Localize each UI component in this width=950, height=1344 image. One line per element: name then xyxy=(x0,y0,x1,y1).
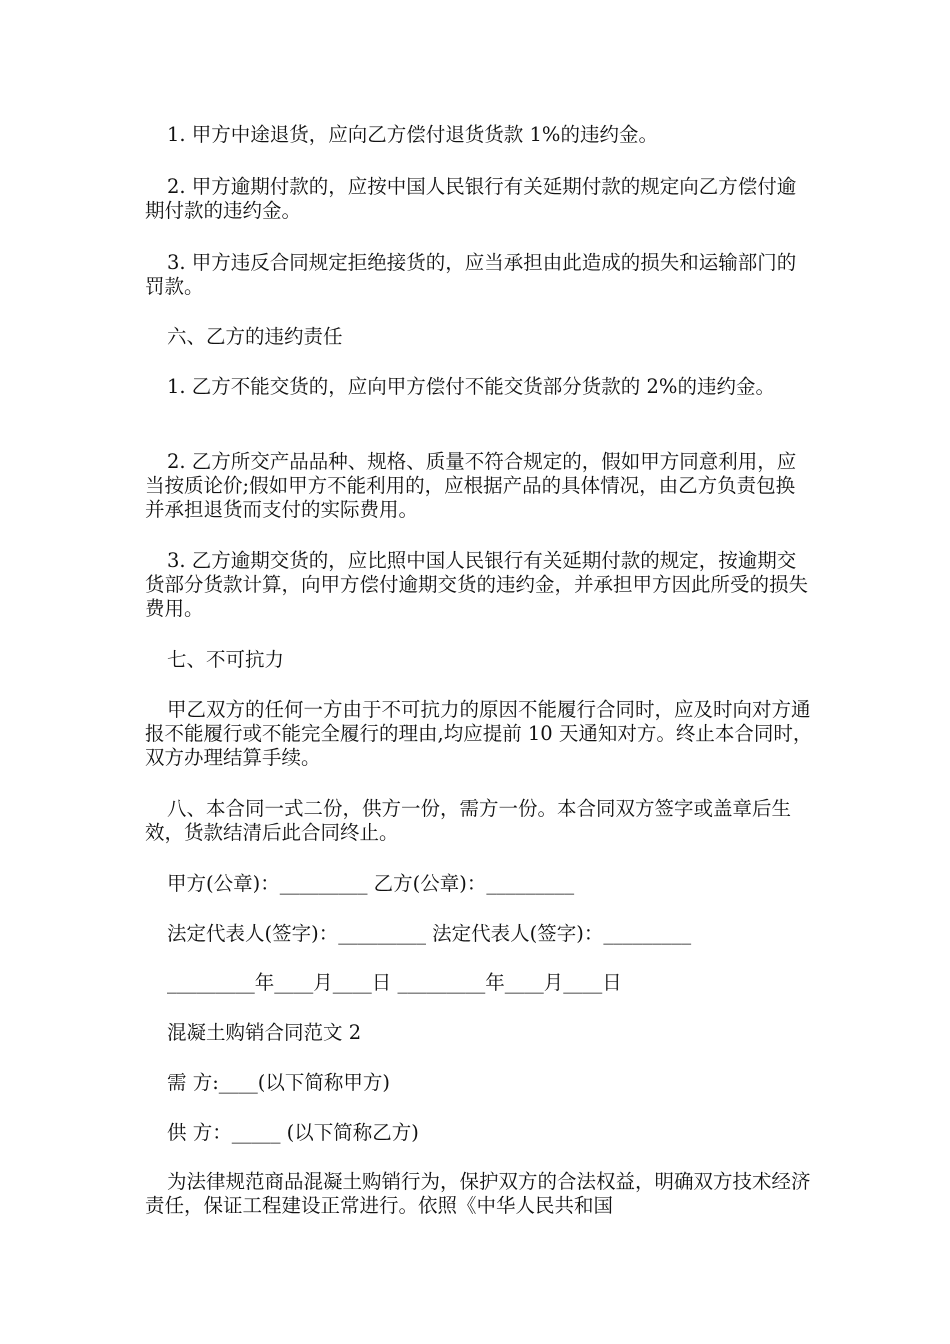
date-line: _________年____月____日 _________年____月____日 xyxy=(167,971,622,994)
paragraph: 1. 乙方不能交货的，应向甲方偿付不能交货部分货款的 2%的违约金。 xyxy=(167,375,775,398)
buyer-line: 需 方:____(以下简称甲方) xyxy=(167,1071,390,1094)
section-heading: 七、不可抗力 xyxy=(167,648,285,671)
paragraph: 甲乙双方的任何一方由于不可抗力的原因不能履行合同时，应及时向对方通报不能履行或不能完全履行的理由,均应提前 10 天通知对方。终止本合同时，双方办理结算手续。 xyxy=(145,698,813,769)
paragraph: 为法律规范商品混凝土购销行为，保护双方的合法权益，明确双方技术经济责任，保证工程建设正常进行。依照《中华人民共和国 xyxy=(145,1170,811,1217)
seal-line: 甲方(公章)：_________ 乙方(公章)：_________ xyxy=(167,872,575,895)
signature-line: 法定代表人(签字)：_________ 法定代表人(签字)：_________ xyxy=(167,922,692,945)
paragraph: 3. 甲方违反合同规定拒绝接货的，应当承担由此造成的损失和运输部门的罚款。 xyxy=(145,251,797,298)
paragraph: 八、本合同一式二份，供方一份，需方一份。本合同双方签字或盖章后生效，货款结清后此合同终止。 xyxy=(145,797,792,844)
paragraph: 1. 甲方中途退货，应向乙方偿付退货货款 1%的违约金。 xyxy=(167,123,658,146)
supplier-line: 供 方：_____ (以下简称乙方) xyxy=(167,1121,419,1144)
paragraph: 2. 甲方逾期付款的，应按中国人民银行有关延期付款的规定向乙方偿付逾期付款的违约金。 xyxy=(145,175,797,222)
section-heading: 六、乙方的违约责任 xyxy=(167,325,343,348)
paragraph: 2. 乙方所交产品品种、规格、质量不符合规定的，假如甲方同意利用，应当按质论价;假如甲方不能利用的，应根据产品的具体情况，由乙方负责包换并承担退货而支付的实际费用。 xyxy=(145,450,797,521)
paragraph: 3. 乙方逾期交货的，应比照中国人民银行有关延期付款的规定，按逾期交货部分货款计算，向甲方偿付逾期交货的违约金，并承担甲方因此所受的损失费用。 xyxy=(145,549,809,620)
document-title: 混凝土购销合同范文 2 xyxy=(167,1021,362,1044)
